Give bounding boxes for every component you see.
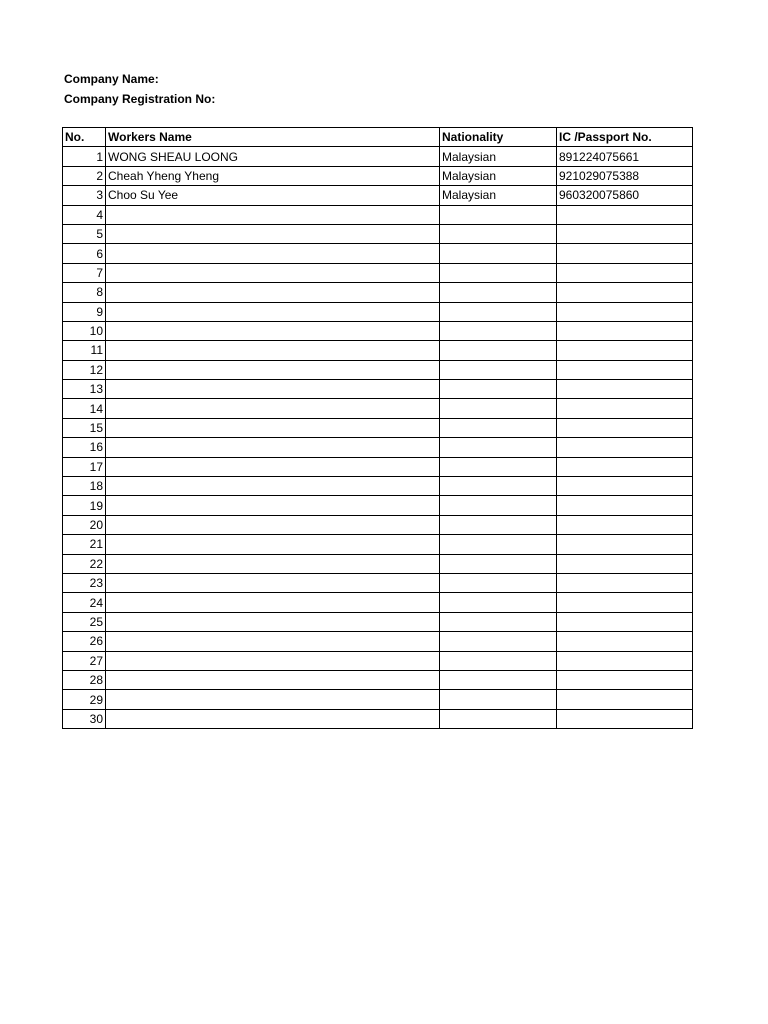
cell-ic-passport (557, 341, 693, 360)
cell-no: 22 (63, 554, 106, 573)
cell-no: 3 (63, 186, 106, 205)
cell-nationality: Malaysian (440, 166, 557, 185)
cell-ic-passport (557, 224, 693, 243)
cell-workers-name (106, 302, 440, 321)
cell-ic-passport (557, 380, 693, 399)
cell-nationality (440, 651, 557, 670)
cell-ic-passport (557, 360, 693, 379)
cell-nationality (440, 709, 557, 728)
cell-nationality (440, 341, 557, 360)
cell-nationality (440, 244, 557, 263)
cell-ic-passport (557, 573, 693, 592)
cell-no: 5 (63, 224, 106, 243)
cell-ic-passport (557, 690, 693, 709)
cell-workers-name: WONG SHEAU LOONG (106, 147, 440, 166)
cell-no: 27 (63, 651, 106, 670)
cell-no: 28 (63, 670, 106, 689)
cell-workers-name (106, 632, 440, 651)
table-row (63, 418, 693, 437)
cell-workers-name (106, 612, 440, 631)
cell-workers-name (106, 554, 440, 573)
cell-nationality (440, 496, 557, 515)
cell-nationality (440, 399, 557, 418)
cell-nationality (440, 515, 557, 534)
company-name-label: Company Name: (64, 72, 159, 86)
cell-no: 15 (63, 418, 106, 437)
table-row (63, 360, 693, 379)
table-row (63, 321, 693, 340)
cell-workers-name (106, 224, 440, 243)
cell-no: 13 (63, 380, 106, 399)
cell-nationality (440, 438, 557, 457)
table-row (63, 457, 693, 476)
table-row (63, 709, 693, 728)
cell-nationality (440, 573, 557, 592)
cell-no: 2 (63, 166, 106, 185)
cell-nationality (440, 593, 557, 612)
cell-ic-passport: 921029075388 (557, 166, 693, 185)
cell-no: 18 (63, 477, 106, 496)
cell-ic-passport (557, 612, 693, 631)
table-row (63, 632, 693, 651)
cell-nationality (440, 263, 557, 282)
table-row (63, 670, 693, 689)
cell-no: 21 (63, 535, 106, 554)
cell-no: 25 (63, 612, 106, 631)
cell-ic-passport (557, 302, 693, 321)
cell-nationality: Malaysian (440, 186, 557, 205)
cell-workers-name (106, 205, 440, 224)
cell-ic-passport (557, 709, 693, 728)
cell-nationality (440, 477, 557, 496)
cell-workers-name (106, 496, 440, 515)
cell-ic-passport (557, 593, 693, 612)
cell-ic-passport (557, 651, 693, 670)
table-row (63, 283, 693, 302)
table-row (63, 651, 693, 670)
cell-workers-name (106, 380, 440, 399)
table-row (63, 341, 693, 360)
cell-nationality (440, 224, 557, 243)
column-header-nationality: Nationality (440, 128, 557, 147)
cell-workers-name: Choo Su Yee (106, 186, 440, 205)
cell-ic-passport (557, 632, 693, 651)
cell-workers-name (106, 341, 440, 360)
cell-no: 6 (63, 244, 106, 263)
cell-nationality (440, 457, 557, 476)
cell-no: 12 (63, 360, 106, 379)
cell-no: 1 (63, 147, 106, 166)
cell-workers-name (106, 263, 440, 282)
cell-workers-name (106, 593, 440, 612)
cell-workers-name (106, 651, 440, 670)
cell-nationality (440, 670, 557, 689)
cell-workers-name (106, 283, 440, 302)
cell-no: 8 (63, 283, 106, 302)
table-row (63, 554, 693, 573)
cell-ic-passport (557, 457, 693, 476)
table-row (63, 147, 693, 166)
cell-workers-name (106, 515, 440, 534)
table-row (63, 205, 693, 224)
company-registration-label: Company Registration No: (64, 92, 216, 106)
cell-no: 20 (63, 515, 106, 534)
cell-nationality (440, 418, 557, 437)
table-row (63, 593, 693, 612)
table-row (63, 573, 693, 592)
cell-ic-passport (557, 670, 693, 689)
cell-ic-passport (557, 554, 693, 573)
cell-ic-passport (557, 477, 693, 496)
cell-ic-passport (557, 321, 693, 340)
cell-no: 10 (63, 321, 106, 340)
cell-no: 4 (63, 205, 106, 224)
cell-ic-passport (557, 399, 693, 418)
table-row (63, 477, 693, 496)
cell-no: 29 (63, 690, 106, 709)
cell-workers-name (106, 360, 440, 379)
cell-workers-name (106, 418, 440, 437)
cell-nationality (440, 690, 557, 709)
table-row (63, 438, 693, 457)
cell-no: 14 (63, 399, 106, 418)
cell-nationality (440, 283, 557, 302)
table-row (63, 244, 693, 263)
cell-no: 24 (63, 593, 106, 612)
table-header-row (63, 128, 693, 147)
cell-workers-name (106, 321, 440, 340)
cell-nationality: Malaysian (440, 147, 557, 166)
table-row (63, 166, 693, 185)
cell-ic-passport: 891224075661 (557, 147, 693, 166)
table-row (63, 302, 693, 321)
table-row (63, 535, 693, 554)
cell-workers-name (106, 670, 440, 689)
cell-no: 19 (63, 496, 106, 515)
cell-nationality (440, 632, 557, 651)
cell-ic-passport (557, 263, 693, 282)
cell-no: 17 (63, 457, 106, 476)
cell-no: 16 (63, 438, 106, 457)
cell-workers-name (106, 244, 440, 263)
table-row (63, 399, 693, 418)
cell-no: 11 (63, 341, 106, 360)
cell-workers-name (106, 438, 440, 457)
cell-workers-name (106, 535, 440, 554)
cell-ic-passport (557, 418, 693, 437)
cell-ic-passport (557, 515, 693, 534)
table-row (63, 690, 693, 709)
cell-ic-passport (557, 535, 693, 554)
cell-nationality (440, 360, 557, 379)
cell-ic-passport (557, 283, 693, 302)
cell-ic-passport (557, 205, 693, 224)
cell-workers-name (106, 477, 440, 496)
cell-no: 23 (63, 573, 106, 592)
cell-ic-passport (557, 244, 693, 263)
column-header-workers-name: Workers Name (106, 128, 440, 147)
cell-ic-passport (557, 496, 693, 515)
cell-nationality (440, 302, 557, 321)
cell-workers-name (106, 709, 440, 728)
cell-nationality (440, 535, 557, 554)
table-row (63, 263, 693, 282)
cell-no: 9 (63, 302, 106, 321)
table-row (63, 515, 693, 534)
cell-no: 26 (63, 632, 106, 651)
cell-nationality (440, 380, 557, 399)
cell-nationality (440, 321, 557, 340)
cell-nationality (440, 554, 557, 573)
cell-workers-name (106, 573, 440, 592)
table-row (63, 612, 693, 631)
cell-ic-passport: 960320075860 (557, 186, 693, 205)
cell-ic-passport (557, 438, 693, 457)
cell-workers-name (106, 690, 440, 709)
column-header-no: No. (63, 128, 106, 147)
table-row (63, 380, 693, 399)
cell-nationality (440, 612, 557, 631)
table-row (63, 224, 693, 243)
table-row (63, 496, 693, 515)
cell-workers-name: Cheah Yheng Yheng (106, 166, 440, 185)
column-header-ic-passport: IC /Passport No. (557, 128, 693, 147)
cell-nationality (440, 205, 557, 224)
cell-workers-name (106, 457, 440, 476)
cell-workers-name (106, 399, 440, 418)
workers-table (62, 127, 693, 729)
table-row (63, 186, 693, 205)
cell-no: 7 (63, 263, 106, 282)
cell-no: 30 (63, 709, 106, 728)
